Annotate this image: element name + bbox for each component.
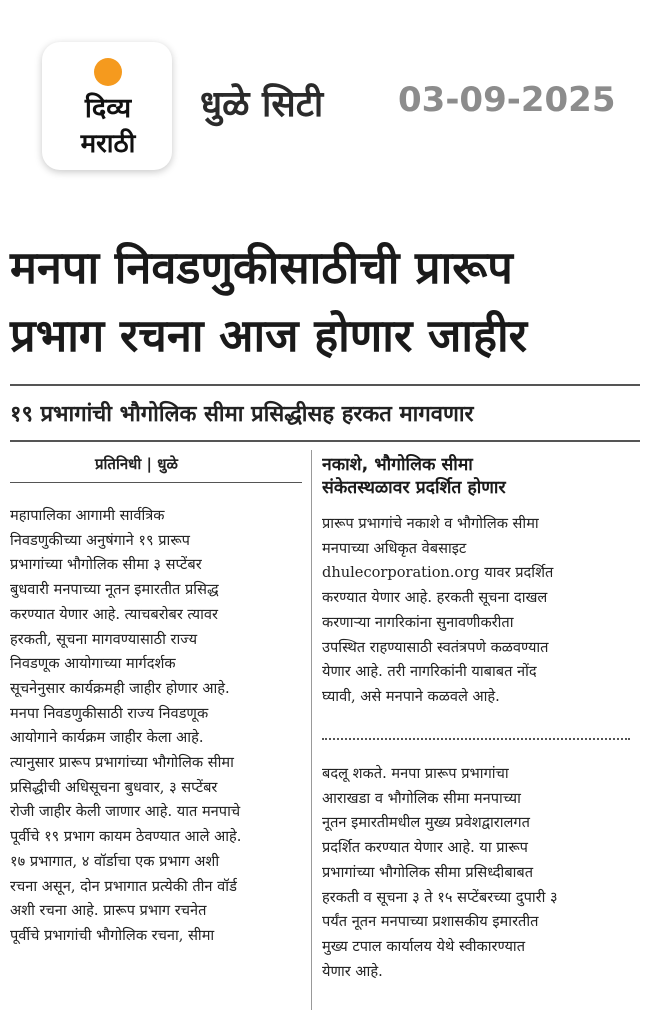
headline-divider — [10, 384, 640, 386]
body-line: मुख्य टपाल कार्यालय येथे स्वीकारण्यात — [322, 937, 526, 955]
body-line: करण्यात येणार आहे. त्याचबरोबर त्यावर — [10, 605, 218, 623]
side-box-body — [322, 512, 630, 710]
article-body-left-column — [10, 504, 302, 949]
subhead-divider — [10, 440, 640, 442]
body-line: प्रभागांच्या भौगोलिक सीमा प्रसिध्दीबाबत — [322, 863, 534, 881]
body-line: पर्यंत नूतन मनपाच्या प्रशासकीय इमारतीत — [322, 913, 539, 931]
side-box-dotted-rule — [322, 738, 630, 740]
body-line: प्रसिद्धीची अधिसूचना बुधवार, ३ सप्टेंबर — [10, 778, 218, 796]
body-line: रचना असून, दोन प्रभागात प्रत्येकी तीन वॉर्ड — [10, 877, 237, 895]
sun-icon — [94, 58, 122, 86]
body-line: करणाऱ्या नागरिकांना सुनावणीकरीता — [322, 613, 514, 631]
divya-marathi-logo — [42, 42, 172, 170]
body-line: रोजी जाहीर केली जाणार आहे. यात मनपाचे — [10, 803, 241, 821]
body-line: आराखडा व भौगोलिक सीमा मनपाच्या — [322, 789, 521, 807]
body-line: dhulecorporation.org यावर प्रदर्शित — [322, 564, 554, 582]
body-line: उपस्थित राहण्यासाठी स्वतंत्रपणे कळवण्यात — [322, 638, 549, 656]
edition-date: 03-09-2025 — [398, 80, 616, 120]
headline-line-1: मनपा निवडणुकीसाठीची प्रारूप — [10, 241, 513, 294]
body-line: सूचनेनुसार कार्यक्रमही जाहीर होणार आहे. — [10, 679, 230, 697]
body-line: त्यानुसार प्रारूप प्रभागांच्या भौगोलिक सीमा — [10, 754, 234, 772]
body-line: अशी रचना आहे. प्रारूप प्रभाग रचनेत — [10, 902, 207, 920]
body-line: बदलू शकते. मनपा प्रारूप प्रभागांचा — [322, 765, 509, 782]
body-line: येणार आहे. तरी नागरिकांनी याबाबत नोंद — [322, 663, 537, 681]
body-line: महापालिका आगामी सार्वत्रिक — [10, 507, 165, 524]
body-line: येणार आहे. — [322, 962, 383, 980]
screenshot-header — [0, 0, 650, 200]
body-line: नूतन इमारतीमधील मुख्य प्रवेशद्वारालगत — [322, 814, 530, 832]
body-line: मनपा निवडणुकीसाठी राज्य निवडणूक — [10, 704, 209, 722]
article-body-right-column — [322, 762, 630, 984]
subheadline: १९ प्रभागांची भौगोलिक सीमा प्रसिद्धीसह हरकत मागवणार — [10, 402, 474, 427]
body-line: प्रदर्शित करण्यात येणार आहे. या प्रारूप — [322, 839, 528, 857]
body-line: पूर्वीचे १९ प्रभाग कायम ठेवण्यात आले आहे. — [10, 828, 242, 846]
byline: प्रतिनिधी | धुळे — [95, 455, 178, 473]
edition-label: धुळे सिटी — [200, 84, 324, 125]
body-line: मनपाच्या अधिकृत वेबसाइट — [322, 539, 467, 557]
side-heading-line-2: संकेतस्थळावर प्रदर्शित होणार — [322, 478, 506, 498]
logo-text-line1: दिव्य — [84, 93, 132, 124]
body-line: प्रभागांच्या भौगोलिक सीमा ३ सप्टेंबर — [10, 556, 202, 574]
body-line: हरकती, सूचना मागवण्यासाठी राज्य — [10, 630, 198, 648]
logo-text-line2: मराठी — [80, 129, 136, 159]
side-box-heading — [322, 454, 622, 500]
headline-line-2: प्रभाग रचना आज होणार जाहीर — [10, 309, 528, 362]
body-line: करण्यात येणार आहे. हरकती सूचना दाखल — [322, 589, 548, 607]
body-line: १७ प्रभागात, ४ वॉर्डाचा एक प्रभाग अशी — [10, 852, 220, 870]
body-line: बुधवारी मनपाच्या नूतन इमारतीत प्रसिद्ध — [10, 581, 219, 599]
body-line: प्रारूप प्रभागांचे नकाशे व भौगोलिक सीमा — [322, 515, 539, 532]
body-line: निवडणूक आयोगाच्या मार्गदर्शक — [10, 655, 176, 673]
body-line: घ्यावी, असे मनपाने कळवले आहे. — [322, 687, 500, 705]
body-line: निवडणुकीच्या अनुषंगाने १९ प्रारूप — [10, 531, 190, 549]
byline-rule — [10, 482, 302, 483]
column-divider — [311, 450, 312, 1010]
body-line: हरकती व सूचना ३ ते १५ सप्टेंबरच्या दुपारी ३ — [322, 888, 558, 906]
side-heading-line-1: नकाशे, भौगोलिक सीमा — [322, 455, 473, 475]
body-line: पूर्वीचे प्रभागांची भौगोलिक रचना, सीमा — [10, 926, 215, 944]
body-line: आयोगाने कार्यक्रम जाहीर केला आहे. — [10, 729, 204, 747]
